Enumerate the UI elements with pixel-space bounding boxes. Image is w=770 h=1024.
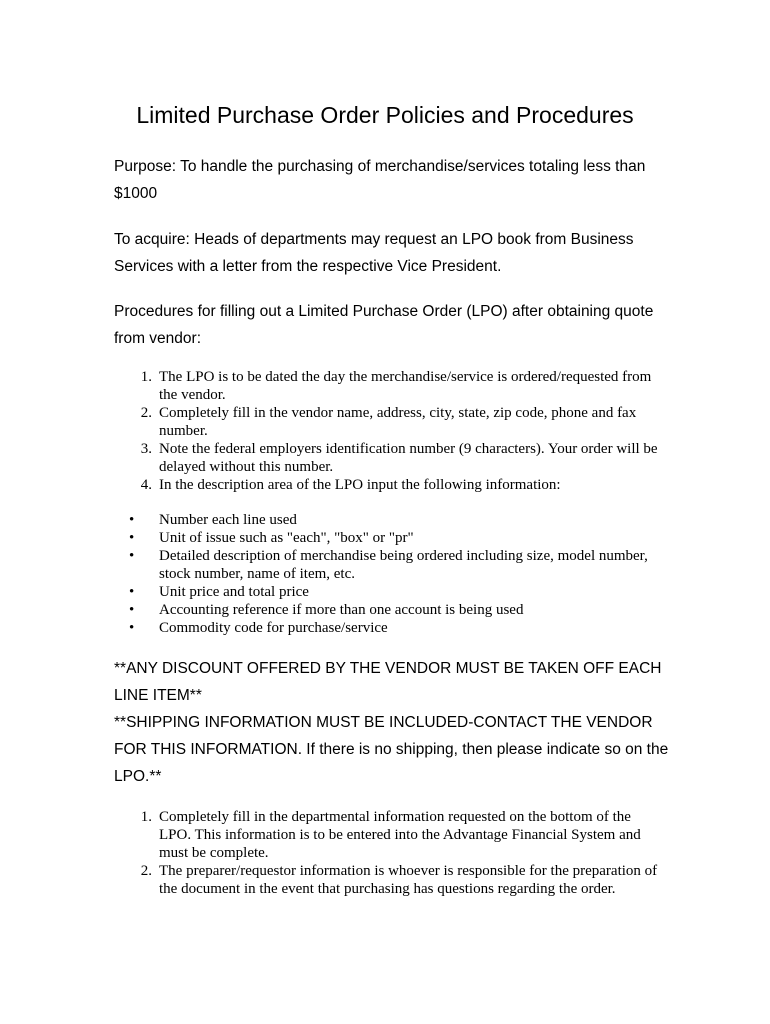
departmental-steps-list [0,808,770,898]
list-item [0,476,659,494]
list-item [0,808,659,862]
list-item [0,440,659,476]
list-item [0,547,659,583]
bullet-icon: • [129,584,135,600]
bullet-icon: • [129,602,135,618]
discount-note: **ANY DISCOUNT OFFERED BY THE VENDOR MUST BE TAKEN OFF EACH LINE ITEM** [114,660,662,704]
list-item [0,529,659,547]
list-item-text: Completely fill in the vendor name, address, city, state, zip code, phone and fax number. [159,405,637,439]
list-item-text: Unit of issue such as "each", "box" or "pr" [159,530,414,546]
list-number: 2. [140,405,152,421]
list-number: 1. [140,809,152,825]
list-item-text: Accounting reference if more than one account is being used [159,602,524,618]
purpose-paragraph: Purpose: To handle the purchasing of merchandise/services totaling less than $1000 [114,158,646,202]
shipping-note: **SHIPPING INFORMATION MUST BE INCLUDED-CONTACT THE VENDOR FOR THIS INFORMATION. If there is no shipping, then please indicate so on the LPO.** [114,714,669,785]
list-item-text: Detailed description of merchandise being ordered including size, model number, stock number, name of item, etc. [159,548,648,582]
acquire-paragraph: To acquire: Heads of departments may request an LPO book from Business Services with a letter from the respective Vice President. [114,231,634,275]
bullet-icon: • [129,548,135,564]
bullet-icon: • [129,620,135,636]
list-item-text: Note the federal employers identification number (9 characters). Your order will be delayed without this number. [159,441,658,475]
list-item [0,404,659,440]
procedure-steps-list [0,368,770,494]
bullet-icon: • [129,530,135,546]
list-number: 2. [140,863,152,879]
list-item-text: The LPO is to be dated the day the merchandise/service is ordered/requested from the vendor. [159,369,652,403]
list-item-text: Completely fill in the departmental information requested on the bottom of the LPO. This information is to be entered into the Advantage Financial System and must be complete. [159,809,641,861]
page-title: Limited Purchase Order Policies and Procedures [136,102,634,128]
list-number: 1. [140,369,152,385]
list-number: 4. [140,477,152,493]
list-item-text: Number each line used [159,512,297,528]
list-item-text: Unit price and total price [159,584,309,600]
description-bullet-list [0,511,770,637]
list-item-text: In the description area of the LPO input the following information: [159,477,561,493]
procedures-intro-paragraph: Procedures for filling out a Limited Purchase Order (LPO) after obtaining quote from vendor: [114,303,654,347]
list-item [0,862,659,898]
list-item [0,511,659,529]
list-number: 3. [140,441,152,457]
list-item [0,583,659,601]
bullet-icon: • [129,512,135,528]
list-item [0,601,659,619]
list-item [0,368,659,404]
list-item-text: The preparer/requestor information is whoever is responsible for the preparation of the document in the event that purchasing has questions regarding the order. [159,863,658,897]
list-item-text: Commodity code for purchase/service [159,620,388,636]
list-item [0,619,659,637]
